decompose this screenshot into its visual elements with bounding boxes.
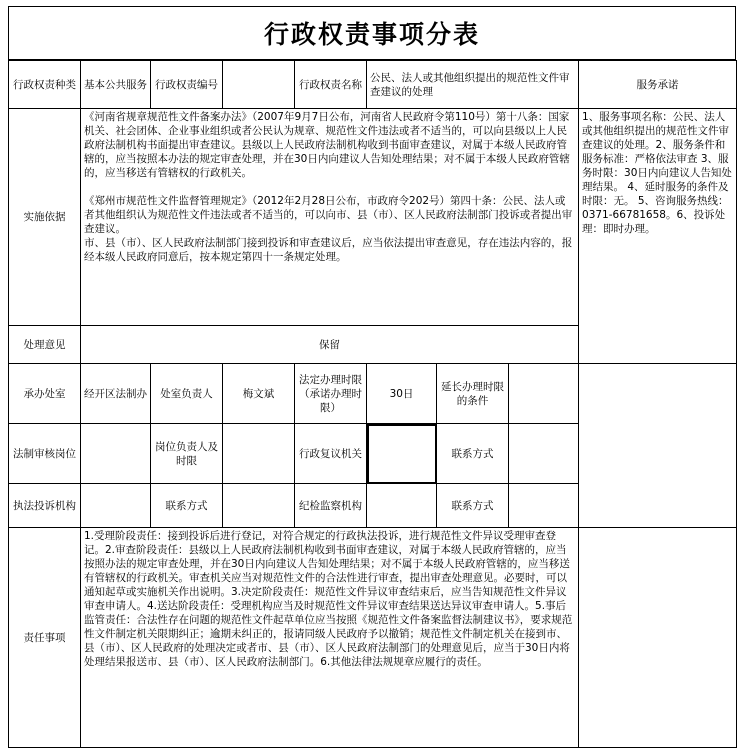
discipline-contact-value[interactable] xyxy=(509,484,579,528)
time-limit-label: 法定办理时限（承诺办理时限） xyxy=(295,364,367,424)
extend-value[interactable] xyxy=(509,364,579,424)
basis-label: 实施依据 xyxy=(9,109,81,326)
review-label: 法制审核岗位 xyxy=(9,424,81,484)
table-row xyxy=(9,109,737,326)
review-contact-label: 联系方式 xyxy=(437,424,509,484)
time-limit-value[interactable]: 30日 xyxy=(367,364,437,424)
kind-value[interactable]: 基本公共服务 xyxy=(81,61,151,109)
basis-text[interactable] xyxy=(81,109,579,326)
basis-paragraph: 《郑州市规范性文件监督管理规定》（2012年2月28日公布，市政府令202号）第四十条：公民、法人或者其他组织认为规范性文件违法或者不适当的，可以向市、县（市）、区人民政府法制部门投诉或者提出审查建议。 xyxy=(84,195,573,235)
complaint-blank[interactable] xyxy=(81,484,151,528)
table-row xyxy=(9,61,737,109)
complaint-contact-value[interactable] xyxy=(223,484,295,528)
basis-paragraph: 《河南省规章规范性文件备案办法》（2007年9月7日公布，河南省人民政府令第110号）第十八条：国家机关、社会团体、企业事业组织或者公民认为规章、规范性文件违法或者不适当的，可以向县级以上人民政府法制机构书面提出审查建议。县级以上人民政府法制机构收到书面审查建议，对属于本级人民政府管辖的，应当按照本办法的规定审查处理，并在30日内向建议人告知处理结果；对不属于本级人民政府管辖的，应当移送有管辖权的行政机关。 xyxy=(84,111,570,179)
table-row xyxy=(9,528,737,748)
sheet-title: 行政权责事项分表 xyxy=(8,6,736,60)
spreadsheet xyxy=(8,6,736,750)
kind-label: 行政权责种类 xyxy=(9,61,81,109)
reconsideration-value-selected-cell[interactable] xyxy=(367,424,437,484)
promise-blank[interactable] xyxy=(579,364,737,528)
opinion-value[interactable]: 保留 xyxy=(81,326,579,364)
review-blank[interactable] xyxy=(81,424,151,484)
duty-label: 责任事项 xyxy=(9,528,81,748)
duty-text[interactable]: 1.受理阶段责任：接到投诉后进行登记，对符合规定的行政执法投诉，进行规范性文件异议受理审查登记。2.审查阶段责任：县级以上人民政府法制机构收到书面审查建议，对属于本级人民政府管辖的，应当按照办法的规定审查处理，并在30日内向建议人告知处理结果；对不属于本级人民政府管辖的，应当移送有管辖权的行政机关。审查机关应当对规范性文件的合法性进行审查，提出审查处理意见。必要时，可以通知起草或实施机关作出说明。3.决定阶段责任：规范性文件异议审查结束后，应当告知规范性文件异议审查申请人。4.送达阶段责任：受理机构应当及时规范性文件异议审查结果送达异议审查申请人。5.事后监管责任：合法性存在问题的规范性文件起草单位应当按照《规范性文件备案监督法制建议书》，要求规范性文件制定机关限期纠正；逾期未纠正的，报请同级人民政府予以撤销；规范性文件制定机关在接到市、县（市）、区人民政府的处理决定或者市、县（市）、区人民政府法制部门的处理意见后，应当于30日内将处理结果报送市、县（市）、区人民政府法制部门。6.其他法律法规规章应履行的责任。 xyxy=(81,528,579,748)
reconsideration-label: 行政复议机关 xyxy=(295,424,367,484)
review-contact-value[interactable] xyxy=(509,424,579,484)
post-head-label: 岗位负责人及时限 xyxy=(151,424,223,484)
responsibility-table xyxy=(8,60,737,748)
discipline-value[interactable] xyxy=(367,484,437,528)
name-label: 行政权责名称 xyxy=(295,61,367,109)
discipline-label: 纪检监察机构 xyxy=(295,484,367,528)
complaint-label: 执法投诉机构 xyxy=(9,484,81,528)
office-dept[interactable]: 经开区法制办 xyxy=(81,364,151,424)
discipline-contact-label: 联系方式 xyxy=(437,484,509,528)
basis-paragraph: 市、县（市）、区人民政府法制部门接到投诉和审查建议后，应当依法提出审查意见，存在违法内容的，报经本级人民政府同意后，按本规定第四十一条规定处理。 xyxy=(84,237,573,263)
table-row xyxy=(9,364,737,424)
office-head-label: 处室负责人 xyxy=(151,364,223,424)
office-head-value[interactable]: 梅文斌 xyxy=(223,364,295,424)
name-value[interactable]: 公民、法人或其他组织提出的规范性文件审查建议的处理 xyxy=(367,61,579,109)
code-value[interactable] xyxy=(223,61,295,109)
opinion-label: 处理意见 xyxy=(9,326,81,364)
extend-label: 延长办理时限的条件 xyxy=(437,364,509,424)
code-label: 行政权责编号 xyxy=(151,61,223,109)
paragraph-gap xyxy=(84,180,575,194)
promise-text[interactable]: 1、服务事项名称：公民、法人或其他组织提出的规范性文件审查建议的处理。2、服务条件和服务标准：严格依法审查 3、服务时限：30日内向建议人告知处理结果。 4、延时服务的条件及时限：无。 5、咨询服务热线：0371-66781658。6、投诉处理：即时办理。 xyxy=(579,109,737,364)
complaint-contact-label: 联系方式 xyxy=(151,484,223,528)
promise-label: 服务承诺 xyxy=(579,61,737,109)
office-label: 承办处室 xyxy=(9,364,81,424)
post-head-value[interactable] xyxy=(223,424,295,484)
duty-blank[interactable] xyxy=(579,528,737,748)
